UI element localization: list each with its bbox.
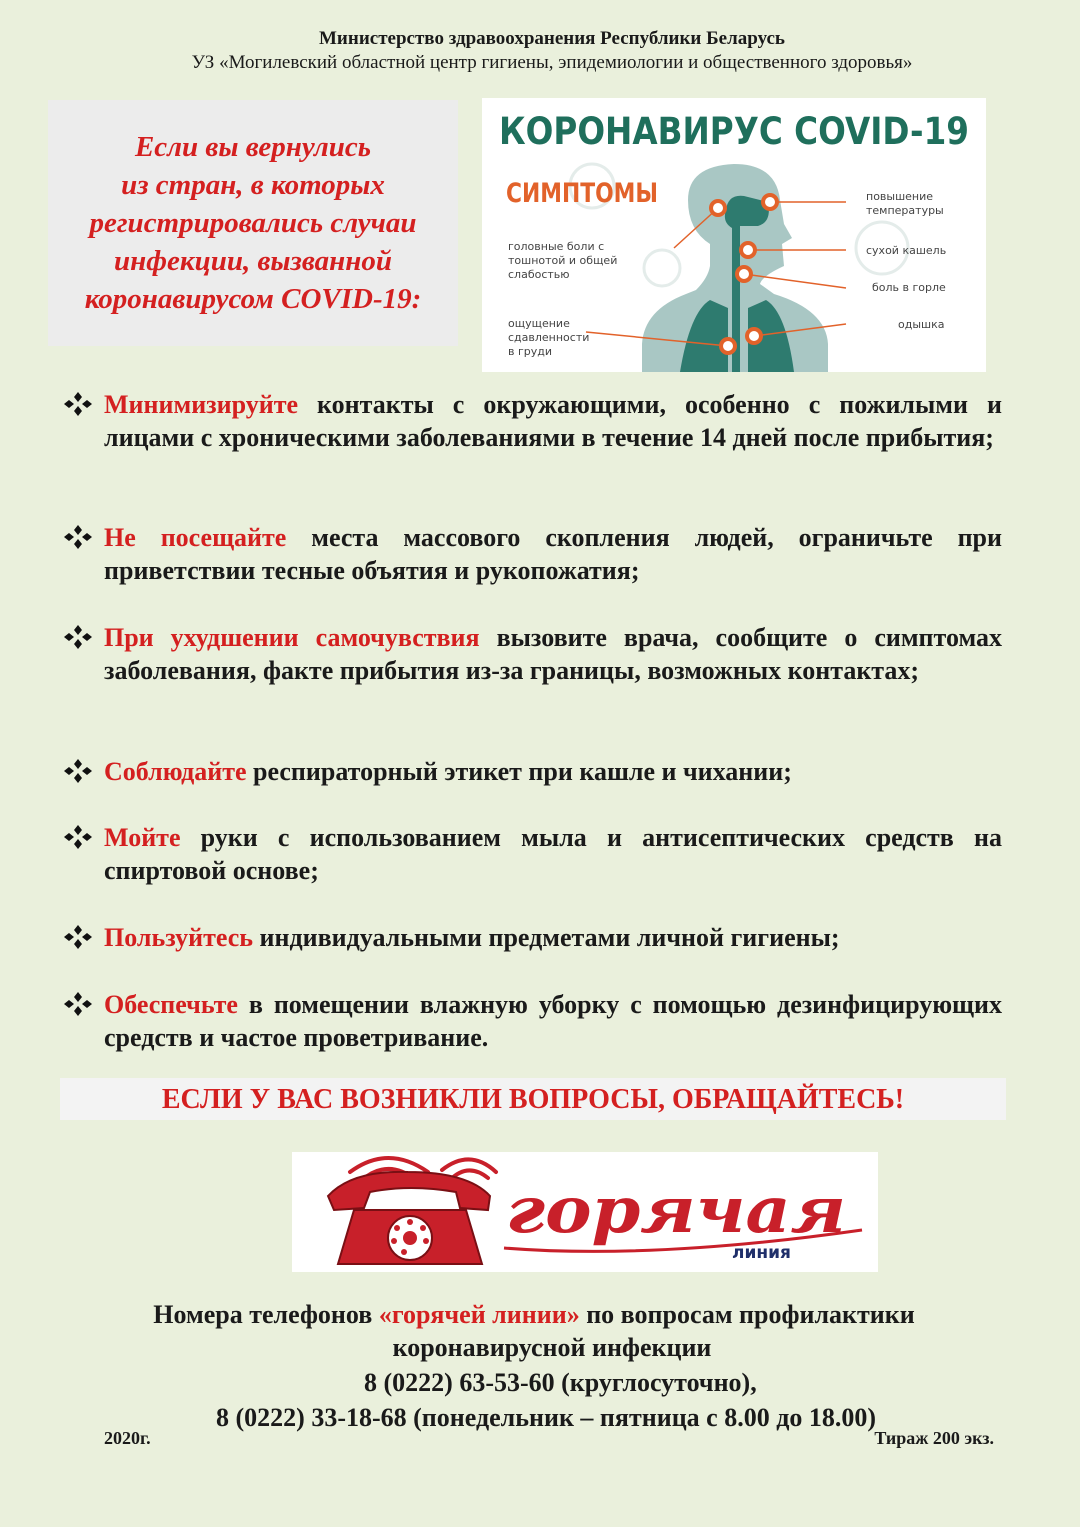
bullet-text: индивидуальными предметами личной гигиены; (253, 923, 840, 952)
symptoms-illustration (482, 98, 986, 372)
poster-title: КОРОНАВИРУС COVID-19 (499, 110, 969, 153)
list-item (62, 821, 1002, 887)
hotline-title: горячая (506, 1173, 846, 1248)
bullet-text: руки с использованием мыла и антисептических средств на спиртовой основе; (104, 823, 1002, 885)
hotline-subtitle: линия (732, 1243, 791, 1263)
covid-symptoms-poster (482, 98, 986, 372)
bullet-highlight: Мойте (104, 823, 181, 852)
ministry-title: Министерство здравоохранения Республики Беларусь (319, 28, 785, 49)
bullet-highlight: Соблюдайте (104, 757, 247, 786)
footer-year: 2020г. (104, 1428, 151, 1448)
bullet-text: места массового скопления людей, ограничьте при приветствии тесные объятия и рукопожатия; (104, 523, 1002, 585)
institution-title: УЗ «Могилевский областной центр гигиены, эпидемиологии и общественного здоровья» (191, 52, 913, 73)
bullet-highlight: Минимизируйте (104, 390, 299, 419)
hotline-link-text: «горячей линии» (378, 1300, 580, 1329)
bullet-text: в помещении влажную уборку с помощью дезинфицирующих средств и частое проветривание. (104, 990, 1002, 1052)
bullet-text: контакты с окружающими, особенно с пожилыми и лицами с хроническими заболеваниями в течение 14 дней после прибытия; (104, 390, 1002, 452)
symptom-breath: одышка (898, 318, 945, 331)
bullet-text: вызовите врача, сообщите о симптомах заболевания, факте прибытия из-за границы, возможных контактах; (104, 623, 1002, 685)
bullet-highlight: При ухудшении самочувствия (104, 623, 480, 652)
diamond-bullet-icon (62, 623, 94, 651)
diamond-bullet-icon (62, 990, 94, 1018)
diamond-bullet-icon (62, 823, 94, 851)
contacts-suffix: по вопросам профилактики (579, 1300, 915, 1329)
list-item (62, 621, 1002, 687)
bullet-highlight: Обеспечьте (104, 990, 238, 1019)
telephone-icon (292, 1152, 878, 1272)
intro-text: Если вы вернулись из стран, в которых регистрировались случаи инфекции, вызванной коронавирусом COVID-19: (84, 131, 422, 315)
contacts-prefix: Номера телефонов (153, 1300, 379, 1329)
phone-number-1: 8 (0222) 63-53-60 (круглосуточно), (364, 1368, 757, 1397)
list-item (62, 388, 1002, 454)
bullet-text: респираторный этикет при кашле и чихании; (246, 757, 792, 786)
footer-print-run: Тираж 200 экз. (874, 1428, 994, 1448)
list-item (62, 921, 1002, 954)
symptom-throat: боль в горле (872, 281, 946, 294)
questions-banner: ЕСЛИ У ВАС ВОЗНИКЛИ ВОПРОСЫ, ОБРАЩАЙТЕСЬ! (60, 1078, 1006, 1120)
diamond-bullet-icon (62, 923, 94, 951)
symptom-fever: повышение температуры (866, 190, 944, 217)
bullet-highlight: Пользуйтесь (104, 923, 254, 952)
hotline-logo (292, 1152, 878, 1272)
bullet-highlight: Не посещайте (104, 523, 287, 552)
symptom-chest: ощущение сдавленности в груди (508, 317, 590, 358)
contacts-line-1 (0, 1298, 1074, 1331)
diamond-bullet-icon (62, 523, 94, 551)
list-item (62, 755, 1002, 788)
list-item (62, 988, 1002, 1054)
diamond-bullet-icon (62, 757, 94, 785)
phone-number-2: 8 (0222) 33-18-68 (понедельник – пятница с 8.00 до 18.00) (216, 1403, 877, 1432)
diamond-bullet-icon (62, 390, 94, 418)
contacts-line-2: коронавирусной инфекции (392, 1333, 712, 1362)
intro-box (48, 100, 458, 346)
symptom-cough: сухой кашель (866, 244, 947, 257)
poster-subtitle: СИМПТОМЫ (506, 178, 658, 209)
list-item (62, 521, 1002, 587)
symptom-headache: головные боли с тошнотой и общей слабостью (508, 240, 618, 281)
